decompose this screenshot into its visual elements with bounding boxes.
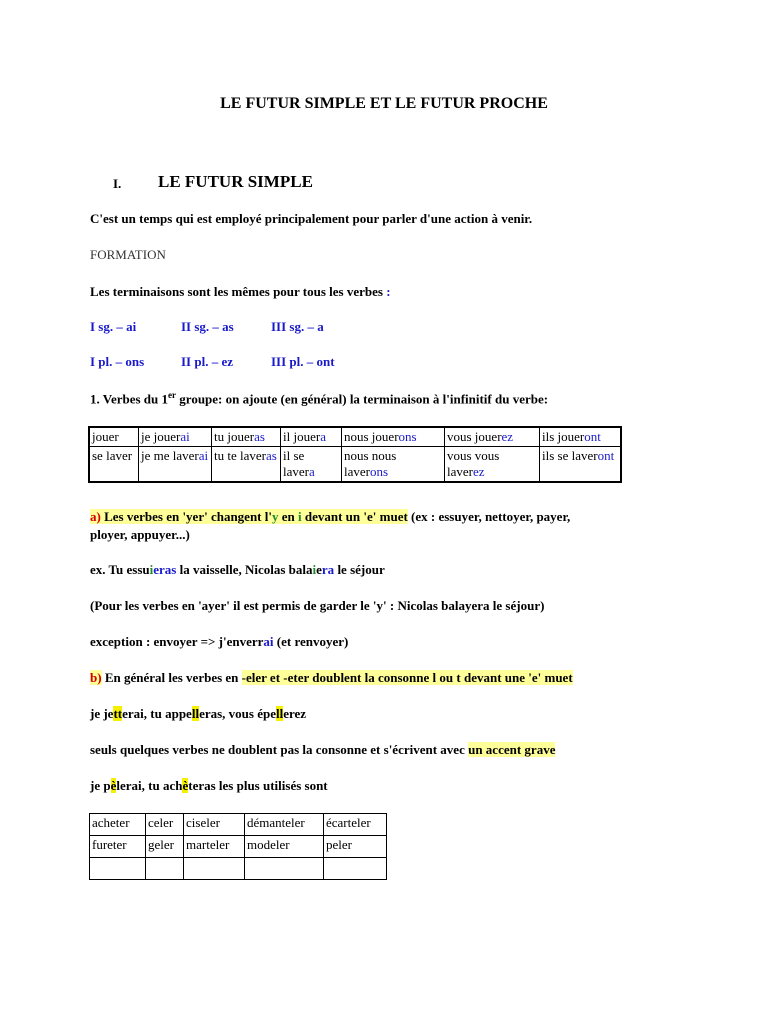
table-cell: modeler: [245, 836, 324, 858]
ex-ending: eras: [153, 562, 177, 577]
ex-highlight: ll: [275, 706, 284, 721]
rule-b-letter: b): [90, 670, 102, 685]
ex-text: la vaisselle, Nicolas bala: [176, 562, 313, 577]
cell-stem: se laver: [92, 448, 133, 463]
terminaisons-label: Les terminaisons sont les mêmes pour tous les verbes: [90, 284, 383, 299]
cell-ending: ont: [584, 429, 601, 444]
ending-sg-1: I sg. – ai: [90, 319, 137, 334]
cell-ending: ai: [180, 429, 190, 444]
cell-ending: as: [254, 429, 265, 444]
ex-highlight: ll: [191, 706, 200, 721]
rule-a-text: Les verbes en 'yer' changent l': [100, 509, 272, 524]
ex-text: e: [316, 562, 322, 577]
cell-stem: vous jouer: [447, 429, 502, 444]
table-cell: acheter: [90, 814, 146, 836]
cell-stem: tu jouer: [214, 429, 255, 444]
ending-pl-1: I pl. – ons: [90, 354, 145, 369]
ex-ending: ra: [321, 562, 335, 577]
exception-text: exception : envoyer => j'enverr: [90, 634, 264, 649]
cell-stem: je jouer: [141, 429, 181, 444]
rule-a-text: devant un 'e' muet: [301, 509, 408, 524]
ending-pl-2: II pl. – ez: [181, 354, 233, 369]
rule-a-y: y: [272, 509, 279, 524]
ex-text: je p: [90, 778, 111, 793]
cell-stem: ils jouer: [542, 429, 585, 444]
section-heading: LE FUTUR SIMPLE: [158, 172, 313, 191]
groupe1-rest: groupe: on ajoute (en général) la terminaison à l'infinitif du verbe:: [176, 391, 549, 407]
cell-stem: il jouer: [283, 429, 321, 444]
exception-ending: ai: [263, 634, 274, 649]
cell-stem: nous nous laver: [344, 448, 397, 479]
rule-a-text: en: [278, 509, 298, 524]
rule-a-highlight: [90, 509, 408, 524]
cell-ending: ai: [198, 448, 209, 463]
cell-stem: nous jouer: [344, 429, 399, 444]
table-cell: [184, 858, 245, 880]
table-cell: celer: [146, 814, 184, 836]
cell-ending: ez: [472, 464, 485, 479]
example-a: [90, 562, 385, 578]
ex-text: lerai, tu ach: [116, 778, 183, 793]
terminaisons-colon: :: [386, 284, 391, 299]
ending-sg-2: II sg. – as: [181, 319, 234, 334]
ex-text: erez: [283, 706, 307, 721]
table-cell: [146, 858, 184, 880]
ending-pl-3: III pl. – ont: [271, 354, 335, 369]
page-title: LE FUTUR SIMPLE ET LE FUTUR PROCHE: [220, 95, 548, 112]
rule-a-rest: (ex : essuyer, nettoyer, payer,: [407, 509, 571, 524]
seuls-text: seuls quelques verbes ne doublent pas la consonne et s'écrivent avec: [90, 742, 469, 757]
intro-text: C'est un temps qui est employé principalement pour parler d'une action à venir.: [90, 211, 533, 226]
verbs-table: [89, 813, 387, 880]
table-cell: geler: [146, 836, 184, 858]
table-cell: peler: [324, 836, 387, 858]
exception-text: (et renvoyer): [273, 634, 349, 649]
cell-ending: a: [308, 464, 315, 479]
table-cell: [245, 858, 324, 880]
table-cell: écarteler: [324, 814, 387, 836]
note-ayer: (Pour les verbes en 'ayer' il est permis de garder le 'y' : Nicolas balayera le séjour): [90, 598, 545, 613]
ending-sg-3: III sg. – a: [271, 319, 324, 334]
cell-stem: vous vous laver: [447, 448, 500, 479]
rule-a-line1: [90, 509, 570, 525]
conjugation-table: [88, 426, 622, 483]
table-cell: ciseler: [184, 814, 245, 836]
terminaisons-line: [90, 284, 391, 300]
rule-b-highlight: -eler et -eter doublent la consonne l ou t devant une 'e' muet: [241, 670, 573, 685]
example-c: [90, 778, 328, 794]
table-row: [90, 814, 387, 836]
cell-stem: il se laver: [283, 448, 309, 479]
cell-ending: a: [320, 429, 326, 444]
cell-stem: ils se laver: [542, 448, 598, 463]
groupe1-line: [90, 390, 548, 407]
cell-stem: tu te laver: [214, 448, 266, 463]
example-b: [90, 706, 306, 722]
cell-ending: ons: [369, 464, 389, 479]
groupe1-sup: er: [168, 390, 177, 400]
table-cell: marteler: [184, 836, 245, 858]
ex-highlight: tt: [113, 706, 123, 721]
ex-text: je je: [90, 706, 114, 721]
cell-ending: as: [265, 448, 277, 463]
rule-b-line: [90, 670, 573, 686]
ex-text: eras, vous épe: [199, 706, 276, 721]
table-cell: [90, 858, 146, 880]
table-row: [89, 427, 621, 447]
table-row: [89, 447, 621, 483]
rule-a-letter: a): [90, 509, 101, 524]
rule-b-text: En général les verbes en: [101, 670, 242, 685]
table-row: [90, 858, 387, 880]
section-number: I.: [113, 176, 122, 191]
table-cell: démanteler: [245, 814, 324, 836]
ex-highlight: è: [110, 778, 117, 793]
ex-i: i: [149, 562, 154, 577]
cell-ending: ez: [501, 429, 514, 444]
table-cell: [324, 858, 387, 880]
groupe1-prefix: 1. Verbes du 1: [90, 391, 169, 407]
ex-text: le séjour: [334, 562, 385, 577]
ex-text: ex. Tu essu: [90, 562, 150, 577]
formation-label: FORMATION: [90, 247, 166, 262]
ex-text: erai, tu appe: [122, 706, 192, 721]
seuls-line: [90, 742, 555, 758]
rule-a-i: i: [298, 509, 302, 524]
rule-a-line2: ployer, appuyer...): [90, 527, 190, 542]
exception-line: [90, 634, 348, 650]
cell-ending: ont: [597, 448, 615, 463]
seuls-highlight: un accent grave: [468, 742, 556, 757]
ex-i: i: [312, 562, 317, 577]
ex-highlight: è: [182, 778, 189, 793]
table-cell: fureter: [90, 836, 146, 858]
table-row: [90, 836, 387, 858]
cell-ending: ons: [398, 429, 417, 444]
ex-text: teras les plus utilisés sont: [188, 778, 328, 793]
cell-stem: je me laver: [141, 448, 199, 463]
cell-stem: jouer: [92, 429, 119, 444]
